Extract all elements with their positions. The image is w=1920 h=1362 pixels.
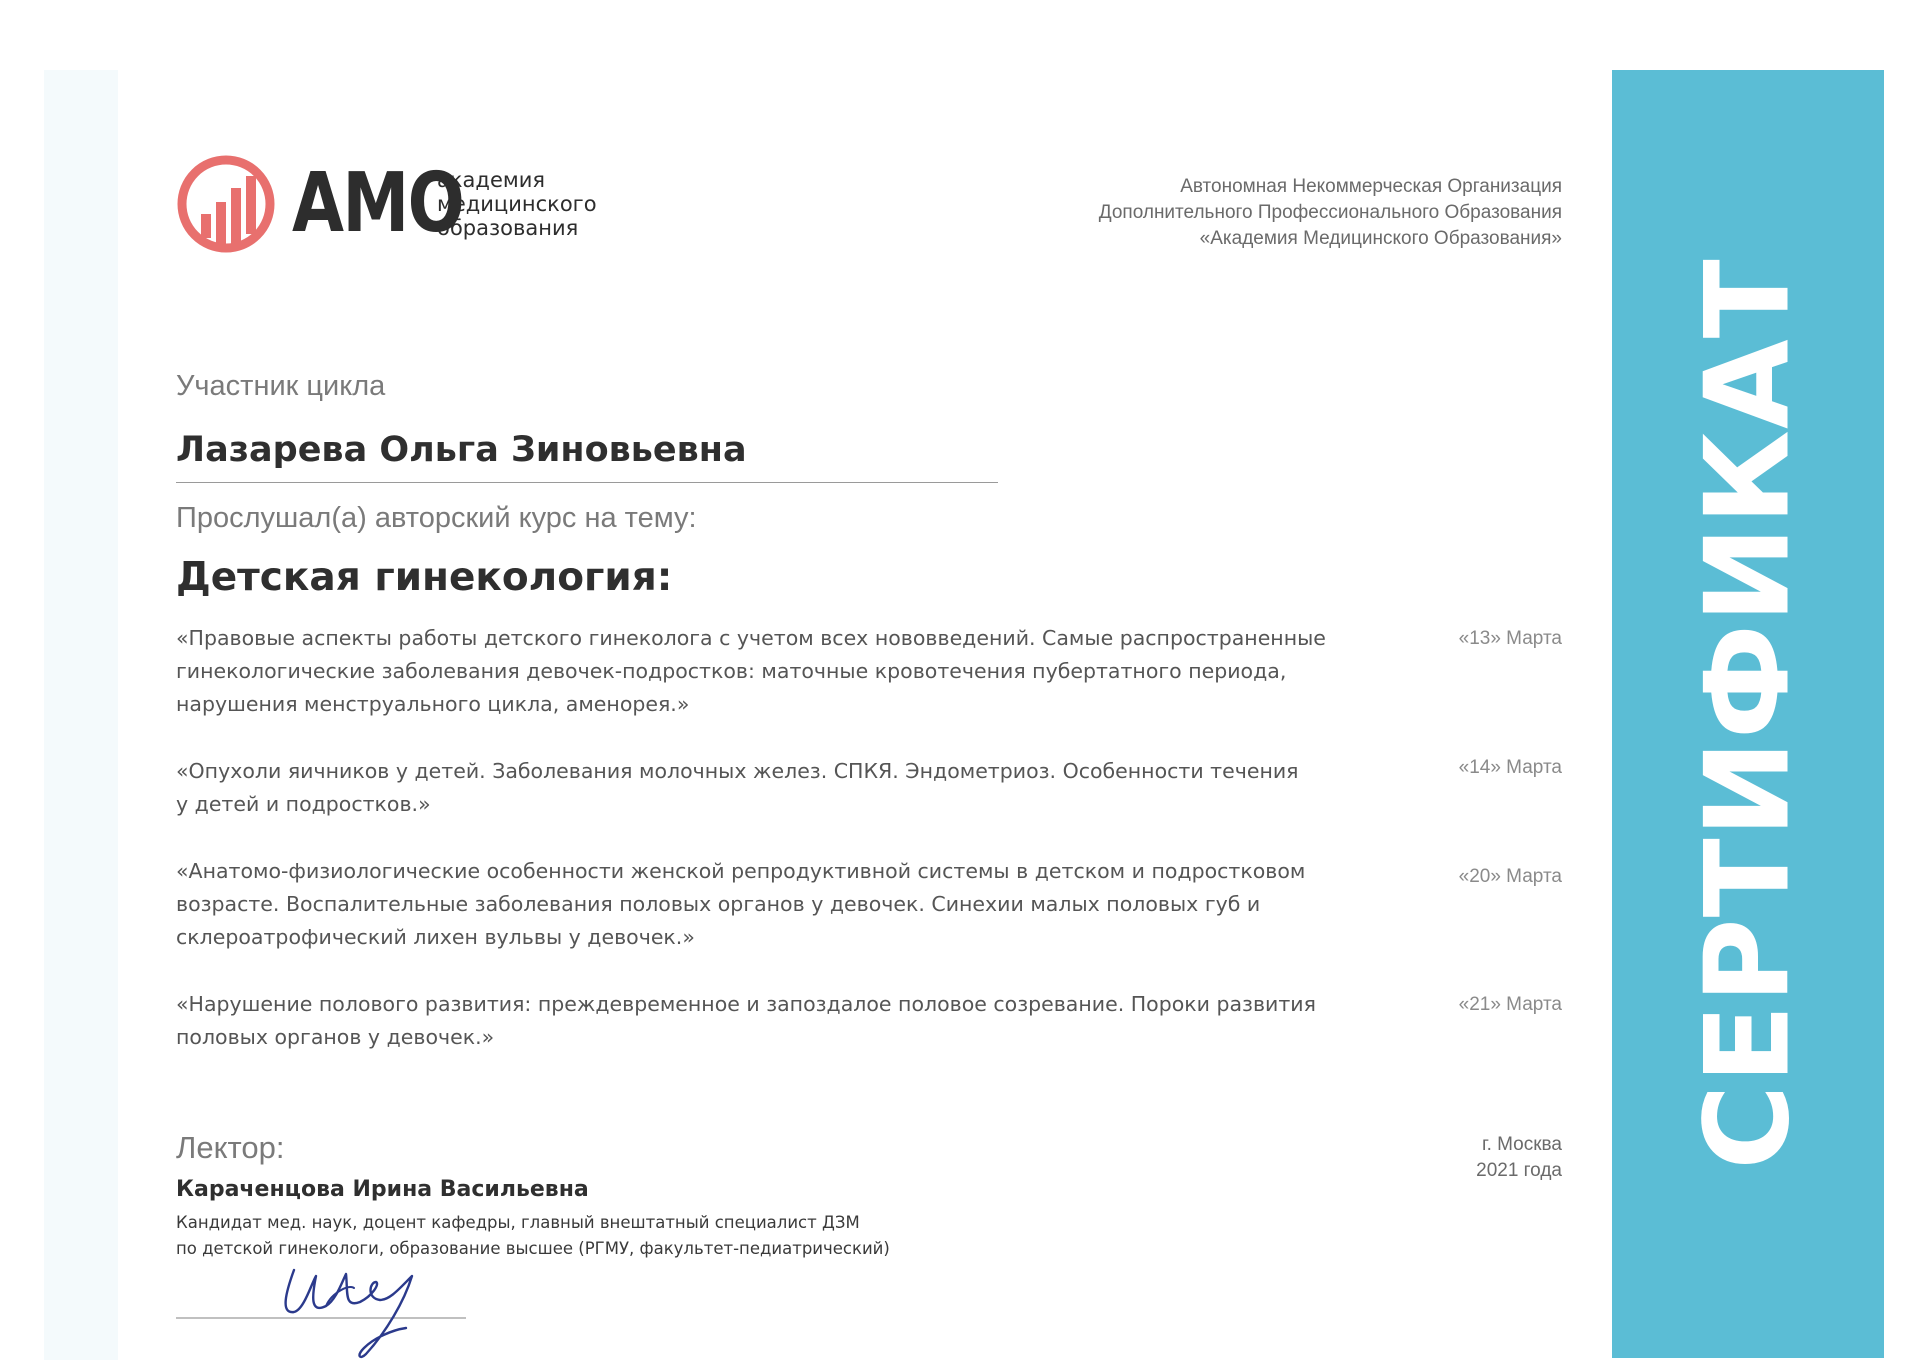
topic-item — [176, 988, 1326, 1054]
logo-abbreviation: АМО — [292, 156, 464, 251]
organization-line: Автономная Некоммерческая Организация — [1180, 176, 1562, 197]
lector-label: Лектор: — [176, 1130, 285, 1165]
topic-line: у детей и подростков.» — [176, 792, 431, 816]
course-intro: Прослушал(а) авторский курс на тему: — [176, 502, 697, 534]
participant-name: Лазарева Ольга Зиновьевна — [176, 430, 747, 470]
topic-line: «Нарушение полового развития: преждевременное и запоздалое половое созревание. Пороки развития — [176, 992, 1316, 1016]
logo-caption-line: академия — [437, 168, 545, 192]
logo-caption-line: медицинского — [437, 192, 597, 216]
lector-description-line: Кандидат мед. наук, доцент кафедры, главный внештатный специалист ДЗМ — [176, 1213, 860, 1232]
bar-chart-circle-icon — [176, 154, 276, 254]
topic-line: «Опухоли яичников у детей. Заболевания молочных желез. СПКЯ. Эндометриоз. Особенности течения — [176, 759, 1299, 783]
place-and-year — [1476, 1132, 1562, 1184]
signature — [176, 1262, 496, 1362]
topic-line: «Правовые аспекты работы детского гинеколога с учетом всех нововведений. Самые распространенные — [176, 626, 1326, 650]
name-underline — [176, 482, 998, 483]
certificate-title: СЕРТИФИКАТ — [1680, 258, 1816, 1170]
topic-item — [176, 755, 1326, 821]
topic-date: «14» Марта — [1458, 757, 1562, 778]
organization-line: Дополнительного Профессионального Образования — [1098, 202, 1562, 223]
organization-line: «Академия Медицинского Образования» — [1199, 228, 1562, 249]
topic-date: «13» Марта — [1458, 628, 1562, 649]
topic-item — [176, 855, 1326, 954]
certificate-ribbon — [1612, 70, 1884, 1358]
lector-description — [176, 1210, 976, 1262]
participant-label: Участник цикла — [176, 370, 386, 402]
city: г. Москва — [1481, 1134, 1562, 1155]
topic-line: возрасте. Воспалительные заболевания половых органов у девочек. Синехии малых половых губ и — [176, 892, 1261, 916]
logo-caption-line: образования — [437, 216, 579, 240]
amo-logo — [176, 152, 597, 256]
organization-block — [1099, 174, 1562, 252]
topic-line: нарушения менструального цикла, аменорея.» — [176, 692, 690, 716]
year: 2021 года — [1476, 1160, 1562, 1181]
lector-name: Караченцова Ирина Васильевна — [176, 1177, 589, 1202]
course-title: Детская гинекология: — [176, 555, 673, 600]
topic-line: гинекологические заболевания девочек-подростков: маточные кровотечения пубертатного периода, — [176, 659, 1287, 683]
topic-item — [176, 622, 1326, 721]
topic-line: склероатрофический лихен вульвы у девочек.» — [176, 925, 695, 949]
topic-line: половых органов у девочек.» — [176, 1025, 495, 1049]
lector-description-line: по детской гинекологи, образование высшее (РГМУ, факультет-педиатрический) — [176, 1239, 890, 1258]
paper-edge-shade — [44, 70, 118, 1360]
topic-date: «20» Марта — [1458, 866, 1562, 887]
topic-line: «Анатомо-физиологические особенности женской репродуктивной системы в детском и подростковом — [176, 859, 1306, 883]
topic-date: «21» Марта — [1458, 994, 1562, 1015]
